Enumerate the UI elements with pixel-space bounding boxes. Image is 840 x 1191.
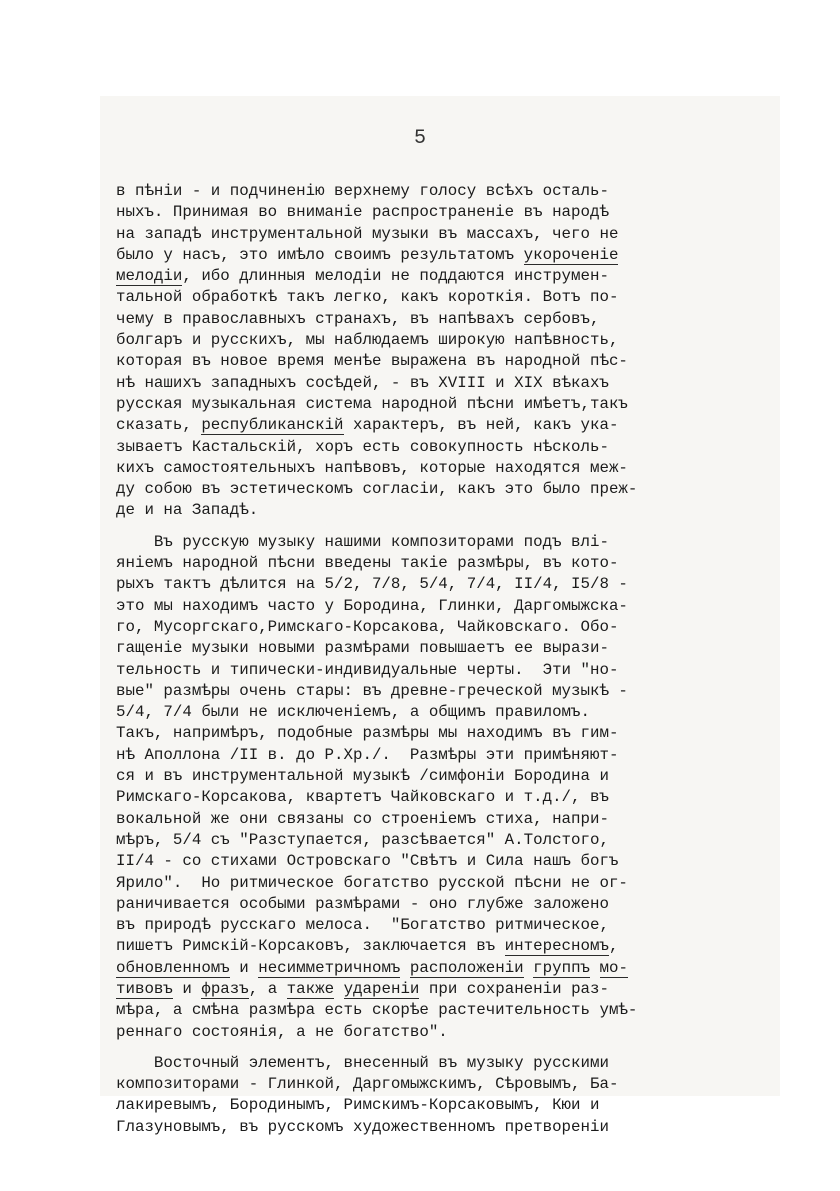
underlined-phrase: фразъ <box>201 979 249 998</box>
text-line: Такъ, напримѣръ, подобные размѣры мы находимъ въ гим- <box>116 724 619 743</box>
text-line: 5/4, 7/4 были не исключенiемъ, а общимъ правиломъ. <box>116 703 590 722</box>
underlined-phrase: также <box>286 979 335 998</box>
text-line: нѣ нашихъ западныхъ сосѣдей, - въ XVIII и XIX вѣкахъ <box>116 373 609 392</box>
text-line: го, Мусоргскаго,Римскаго-Корсакова, Чайковскаго. Обо- <box>116 617 619 636</box>
text-line: тельность и типически-индивидуальные черты. Эти "но- <box>116 660 619 679</box>
underlined-phrase: тивовъ <box>116 979 173 998</box>
text-line: зываетъ Кастальскiй, хоръ есть совокупность нѣсколь- <box>116 437 609 456</box>
text-line: Ярило". Но ритмическое богатство русской пѣсни не ог- <box>116 873 628 892</box>
text-line: ся и въ инструментальной музыкѣ /симфонiи Бородина и <box>116 767 609 786</box>
text-line: пишетъ Римскiй-Корсаковъ, заключается въ интересномъ, <box>116 937 619 956</box>
underlined-phrase: обновленномъ <box>116 958 230 977</box>
underlined-phrase: укороченiе <box>523 245 619 264</box>
text-line: болгаръ и русскихъ, мы наблюдаемъ широкую напѣвность, <box>116 331 619 350</box>
text-line: вокальной же они связаны со строенiемъ стиха, напри- <box>116 809 609 828</box>
text-line: было у насъ, это имѣло своимъ результатомъ укороченiе <box>116 245 619 264</box>
text-line: де и на Западѣ. <box>116 501 259 520</box>
text-line: чему в православныхъ странахъ, въ напѣвахъ сербовъ, <box>116 309 600 328</box>
text-line: ду собою въ эстетическомъ согласiи, какъ это было преж- <box>116 480 638 499</box>
text-line: на западѣ инструментальной музыки въ массахъ, чего не <box>116 224 619 243</box>
underlined-phrase: ударенiи <box>343 979 420 998</box>
text-line: вые" размѣры очень стары: въ древне-греческой музыкѣ - <box>116 681 628 700</box>
text-line: рыхъ тактъ дѣлится на 5/2, 7/8, 5/4, 7/4, II/4, I5/8 - <box>116 575 628 594</box>
text-line: композиторами - Глинкой, Даргомыжскимъ, Сѣровымъ, Ба- <box>116 1075 619 1094</box>
text-line: мѣръ, 5/4 съ "Разступается, разсѣвается" А.Толстого, <box>116 830 609 849</box>
underlined-phrase: группъ <box>533 958 591 977</box>
underlined-phrase: интересномъ <box>504 937 609 956</box>
text-line: Восточный элементъ, внесенный въ музыку русскими <box>116 1053 609 1072</box>
paragraph-gap <box>116 1043 776 1053</box>
underlined-phrase: несимметричномъ <box>258 958 401 977</box>
text-line: мѣра, а смѣна размѣра есть скорѣе растечительность умѣ- <box>116 1001 638 1020</box>
text-line: которая въ новое время менѣе выражена въ народной пѣс- <box>116 352 628 371</box>
page-number: 5 <box>413 127 426 150</box>
text-line: обновленномъ и несимметричномъ расположенiи группъ мо- <box>116 958 628 977</box>
text-line: въ природѣ русскаго мелоса. "Богатство ритмическое, <box>116 916 609 935</box>
text-line: русская музыкальная система народной пѣсни имѣетъ,такъ <box>116 394 628 413</box>
text-line: реннаго состоянiя, а не богатство". <box>116 1022 448 1041</box>
text-line: кихъ самостоятельныхъ напѣвовъ, которые находятся меж- <box>116 458 628 477</box>
text-line: это мы находимъ часто у Бородина, Глинки, Даргомыжска- <box>116 596 628 615</box>
text-line: Глазуновымъ, въ русскомъ художественномъ претворенiи <box>116 1117 609 1136</box>
underlined-phrase: мелодiи <box>116 267 183 286</box>
text-line: лакиревымъ, Бородинымъ, Римскимъ-Корсаковымъ, Кюи и <box>116 1096 600 1115</box>
underlined-phrase: расположенiи <box>409 958 524 977</box>
text-line: II/4 - со стихами Островскаго "Свѣтъ и Сила нашъ богъ <box>116 852 619 871</box>
document-body <box>116 181 776 1138</box>
text-line: Въ русскую музыку нашими композиторами подъ влi- <box>116 532 609 551</box>
text-line: тивовъ и фразъ, а также ударенiи при сохраненiи раз- <box>116 979 609 998</box>
text-line: в пѣнiи - и подчиненiю верхнему голосу всѣхъ осталь- <box>116 182 609 200</box>
text-line: янiемъ народной пѣсни введены такiе размѣры, въ кото- <box>116 554 619 573</box>
text-line: сказать, республиканскiй характеръ, въ ней, какъ ука- <box>116 416 619 435</box>
text-line: нѣ Аполлона /II в. до Р.Хр./. Размѣры эти примѣняют- <box>116 745 619 764</box>
text-line: тальной обработкѣ такъ легко, какъ короткiя. Вотъ по- <box>116 288 619 307</box>
text-line: раничивается особыми размѣрами - оно глубже заложено <box>116 894 609 913</box>
text-line: гащенiе музыки новыми размѣрами повышаетъ ее вырази- <box>116 639 609 658</box>
paragraph-gap <box>116 522 776 532</box>
text-line: ныхъ. Принимая во вниманiе распространенiе въ народѣ <box>116 203 609 222</box>
underlined-phrase: мо- <box>599 958 628 977</box>
text-line: Римскаго-Корсакова, квартетъ Чайковскаго и т.д./, въ <box>116 788 609 807</box>
underlined-phrase: республиканскiй <box>201 416 344 435</box>
text-line: мелодiи, ибо длинныя мелодiи не поддаются инструмен- <box>116 267 609 286</box>
